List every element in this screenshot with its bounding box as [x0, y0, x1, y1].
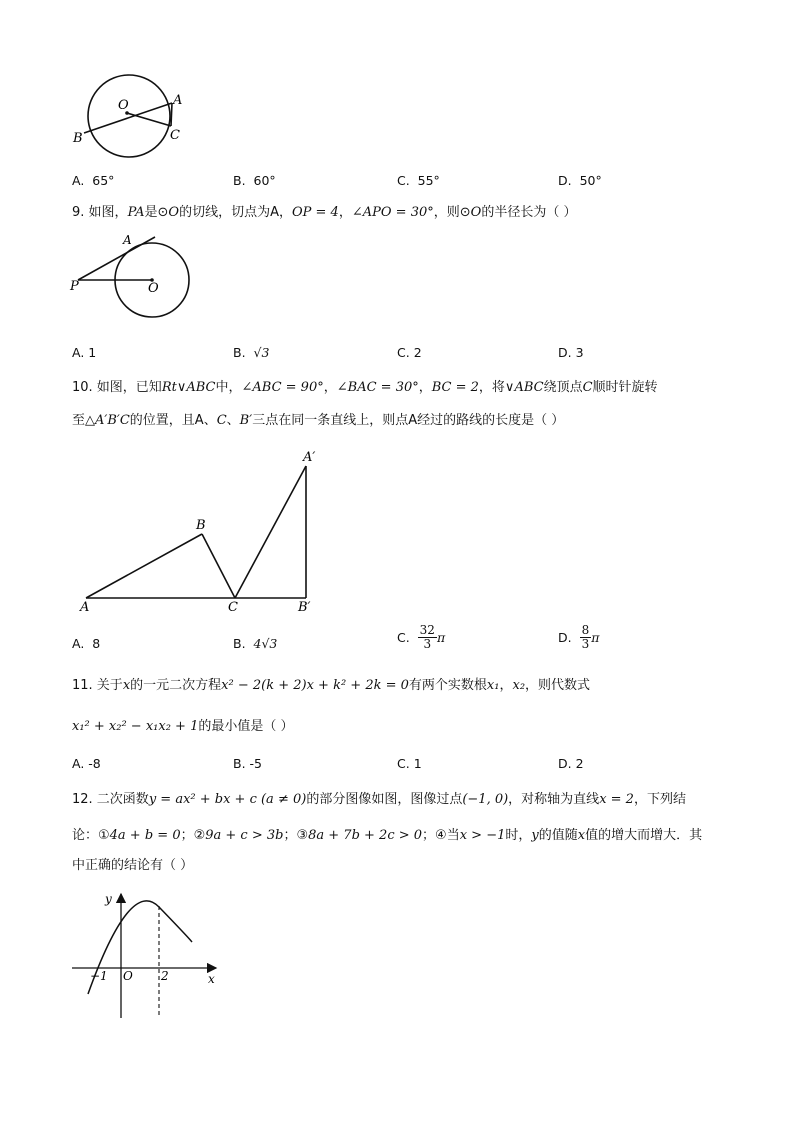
math-run: A′B′C	[95, 413, 130, 428]
text-run: 的半径长为（ ）	[481, 205, 577, 220]
pi-symbol: π	[436, 630, 446, 645]
math-run: x > −1	[459, 828, 506, 843]
q12-label-two: 2	[161, 969, 169, 983]
q8-circle	[88, 75, 170, 157]
text-run: 时，	[505, 828, 532, 843]
q8-option-a	[72, 173, 114, 188]
q10-label-b-prime: B′	[298, 600, 311, 615]
text-run: 论：①	[72, 828, 110, 843]
text-run: 、	[226, 413, 240, 428]
fraction	[580, 624, 592, 651]
q9-tangent-figure	[68, 230, 198, 325]
math-run: OP = 4	[292, 205, 339, 220]
option-letter: C.	[397, 345, 410, 360]
math-run: x = 2	[599, 792, 634, 807]
q10-rotation-figure	[72, 445, 332, 615]
option-text: 65°	[92, 173, 115, 188]
math-run: y	[531, 828, 539, 843]
q10-option-d	[558, 624, 599, 651]
fraction	[418, 624, 437, 651]
option-text: 3	[575, 345, 584, 360]
text-run: ，	[323, 380, 337, 395]
q10-label-c: C	[228, 600, 238, 615]
q12-label-origin: O	[123, 969, 133, 983]
q8-segment-oc	[127, 113, 171, 126]
text-run: 的一元二次方程	[130, 678, 222, 693]
math-run: y = ax² + bx + c (a ≠ 0)	[148, 792, 307, 807]
math-run: ∠ABC = 90°	[241, 380, 324, 395]
option-letter: D.	[558, 345, 572, 360]
q9-label-p: P	[70, 279, 79, 294]
math-run: ABC	[514, 380, 544, 395]
option-text: 50°	[579, 173, 602, 188]
q9-option-c	[397, 345, 422, 360]
math-run: O	[168, 205, 180, 220]
option-letter: A.	[72, 173, 85, 188]
option-letter: A.	[72, 636, 85, 651]
q10-segment-bc	[202, 534, 235, 598]
math-run: B′	[239, 413, 253, 428]
option-letter: C.	[397, 173, 410, 188]
q12-stem-line3	[72, 858, 193, 874]
text-run: ，则代数式	[525, 678, 591, 693]
text-run: 至△	[72, 413, 95, 428]
option-letter: B.	[233, 345, 246, 360]
option-letter: D.	[558, 630, 572, 645]
text-run: 的部分图像如图，图像过点	[306, 792, 463, 807]
text-run: 12. 二次函数	[72, 792, 149, 807]
option-letter: D.	[558, 756, 572, 771]
option-text: √3	[253, 345, 270, 360]
q10-label-a: A	[80, 600, 90, 615]
option-letter: C.	[397, 756, 410, 771]
q12-stem-line2	[72, 828, 702, 844]
q8-label-b: B	[73, 131, 83, 146]
pi-symbol: π	[591, 630, 600, 645]
q9-number: 9.	[72, 205, 85, 220]
q10-option-b	[233, 636, 277, 651]
q10-label-a-prime: A′	[303, 450, 316, 465]
text-run: 值的增大而增大．其	[585, 828, 703, 843]
option-letter: B.	[233, 756, 246, 771]
math-run: C	[216, 413, 227, 428]
q8-label-a: A	[173, 93, 183, 108]
math-run: ∠BAC = 30°	[336, 380, 419, 395]
q12-label-x: x	[208, 972, 215, 986]
q9-label-a: A	[123, 233, 132, 247]
math-run: BC = 2	[431, 380, 479, 395]
q8-label-o: O	[118, 98, 129, 113]
text-run: ；④当	[422, 828, 460, 843]
q10-label-b: B	[196, 518, 206, 533]
text-run: ，	[499, 678, 513, 693]
q10-segment-ca1	[235, 466, 306, 598]
q11-option-a	[72, 756, 101, 771]
math-run: C	[582, 380, 593, 395]
math-run: Rt∨ABC	[161, 380, 216, 395]
q9-tangent-pa	[78, 237, 155, 280]
math-run: 4a + b = 0	[109, 828, 181, 843]
text-run: ，将∨	[478, 380, 515, 395]
math-run: x	[122, 678, 131, 693]
q9-stem	[72, 205, 576, 221]
text-run: 的位置，且A、	[129, 413, 217, 428]
text-run: 的切线，切点为A，	[179, 205, 292, 220]
math-run: ∠APO = 30°	[351, 205, 434, 220]
option-text: 55°	[417, 173, 440, 188]
text-run: ；③	[283, 828, 309, 843]
q12-label-minus-one: −1	[90, 969, 108, 983]
math-run: O	[470, 205, 482, 220]
math-run: x₁	[486, 678, 500, 693]
q10-stem-line1	[72, 380, 658, 396]
text-run: 的最小值是（ ）	[198, 719, 294, 734]
option-text: 4√3	[253, 636, 278, 651]
q9-label-o: O	[148, 281, 159, 296]
option-text: 1	[413, 756, 422, 771]
q9-option-a	[72, 345, 96, 360]
text-run: ，下列结	[633, 792, 686, 807]
q11-stem-line2	[72, 719, 293, 735]
option-letter: A.	[72, 345, 85, 360]
option-text: 2	[413, 345, 422, 360]
math-run: x² − 2(k + 2)x + k² + 2k = 0	[221, 678, 409, 693]
text-run: 11. 关于	[72, 678, 123, 693]
option-text: 8	[92, 636, 101, 651]
text-run: 绕顶点	[543, 380, 583, 395]
text-run: 中，	[215, 380, 242, 395]
q10-option-a	[72, 636, 100, 651]
q9-option-b	[233, 345, 269, 360]
q12-label-y: y	[105, 892, 112, 906]
math-run: x	[577, 828, 586, 843]
math-run: x₁² + x₂² − x₁x₂ + 1	[72, 719, 199, 734]
text-run: 三点在同一条直线上，则点A经过的路线的长度是（ ）	[252, 413, 565, 428]
q8-option-c	[397, 173, 440, 188]
option-letter: B.	[233, 636, 246, 651]
q11-stem-line1	[72, 678, 590, 694]
q8-segment-ac	[171, 103, 172, 126]
q12-stem-line1	[72, 792, 686, 808]
q10-option-c	[397, 624, 445, 651]
option-letter: D.	[558, 173, 572, 188]
option-letter: A.	[72, 756, 85, 771]
fraction-denominator: 3	[423, 637, 432, 651]
option-text: 1	[88, 345, 97, 360]
text-run: 如图，	[88, 205, 128, 220]
q8-label-c: C	[170, 128, 180, 143]
q11-option-b	[233, 756, 262, 771]
q8-option-d	[558, 173, 602, 188]
option-text: 2	[575, 756, 584, 771]
text-run: 的值随	[538, 828, 578, 843]
q8-option-b	[233, 173, 276, 188]
fraction-numerator: 8	[581, 623, 590, 637]
q10-stem-line2	[72, 413, 564, 429]
text-run: ，对称轴为直线	[508, 792, 600, 807]
text-run: ，	[338, 205, 352, 220]
math-run: x₂	[512, 678, 526, 693]
option-letter: C.	[397, 630, 410, 645]
text-run: ，	[418, 380, 432, 395]
math-run: (−1, 0)	[462, 792, 509, 807]
text-run: 10. 如图，已知	[72, 380, 162, 395]
option-text: 60°	[253, 173, 276, 188]
q11-option-d	[558, 756, 584, 771]
q10-segment-ab	[86, 534, 202, 598]
option-letter: B.	[233, 173, 246, 188]
q9-option-d	[558, 345, 584, 360]
q8-circle-figure	[72, 70, 202, 170]
fraction-denominator: 3	[581, 637, 590, 651]
math-run: 9a + c > 3b	[205, 828, 284, 843]
option-text: -8	[88, 756, 101, 771]
text-run: ；②	[180, 828, 206, 843]
fraction-numerator: 32	[419, 623, 435, 637]
text-run: 中正确的结论有（ ）	[72, 858, 194, 873]
math-run: PA	[127, 205, 145, 220]
math-run: 8a + 7b + 2c > 0	[308, 828, 423, 843]
text-run: 是⊙	[144, 205, 169, 220]
q11-option-c	[397, 756, 422, 771]
text-run: 顺时针旋转	[592, 380, 658, 395]
text-run: 有两个实数根	[408, 678, 487, 693]
text-run: ，则⊙	[433, 205, 471, 220]
q12-parabola-figure	[68, 888, 228, 1023]
option-text: -5	[249, 756, 263, 771]
